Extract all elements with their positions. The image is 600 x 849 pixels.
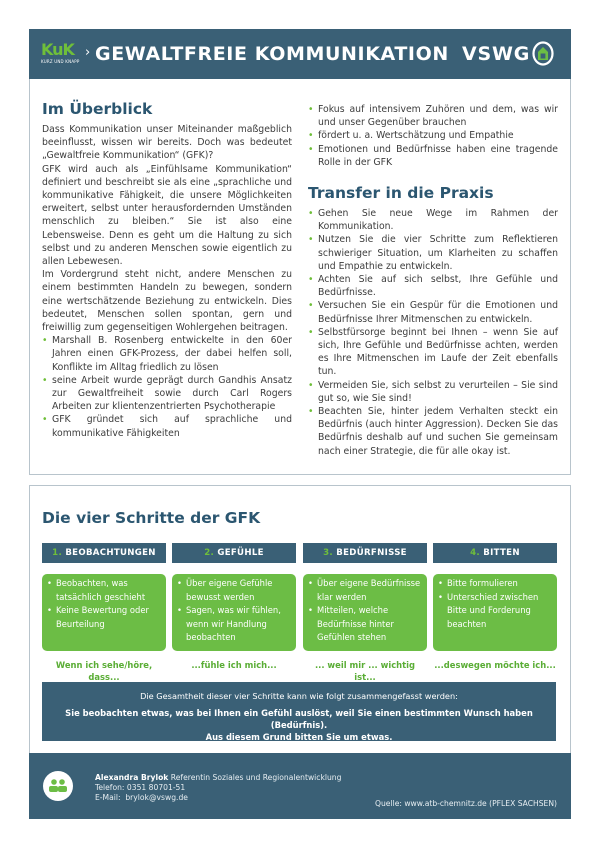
list-item: • Selbstfürsorge beginnt bei Ihnen – wenn Sie auf sich, Ihre Gefühle und Bedürfnisse achten, werden es Ihre Mitmenschen im Laufe der Zeit ebenfalls tun.	[308, 326, 558, 379]
step-phrase: Wenn ich sehe/höre, dass...	[55, 660, 153, 682]
footer-bar	[29, 753, 571, 819]
transfer-heading: Transfer in die Praxis	[308, 184, 494, 203]
step-header-feelings: 2. GEFÜHLE	[172, 543, 296, 563]
list-item: • Marshall B. Rosenberg entwickelte in den 60er Jahren einen GFK-Prozess, der dabei helfen soll, Konflikte im Alltag friedlich zu lösen	[42, 334, 292, 374]
list-item: • Nutzen Sie die vier Schritte zum Reflektieren schwieriger Situation, um Klarheiten zu schaffen und Empathie zu entwickeln.	[308, 233, 558, 273]
house-ring-icon	[532, 41, 554, 66]
summary-line-2: Aus diesem Grund bitten Sie um etwas.	[205, 732, 393, 742]
summary-line-1: Sie beobachten etwas, was bei Ihnen ein Gefühl auslöst, weil Sie einen bestimmten Wunsch haben (Bedürfnis).	[65, 708, 533, 730]
overview-bullets-continued	[308, 103, 558, 169]
step-card-observations	[42, 574, 166, 651]
transfer-bullets	[308, 207, 558, 458]
contact-name: Alexandra Brylok	[95, 773, 169, 782]
list-item: • Beachten Sie, hinter jedem Verhalten steckt ein Bedürfnis (auch hinter Aggression). Decken Sie das Bedürfnis deshalb auf und suchen Sie gemeinsam nach einer Strategie, die für alle okay ist.	[308, 405, 558, 458]
step-phrase: ...fühle ich mich...	[191, 660, 277, 670]
list-item: • Sagen, was wir fühlen, wenn wir Handlung beobachten	[177, 604, 292, 645]
steps-heading: Die vier Schritte der GFK	[42, 509, 261, 527]
source-note: Quelle: www.atb-chemnitz.de (PFLEX SACHSEN)	[375, 799, 557, 808]
list-item: • Keine Bewertung oder Beurteilung	[47, 604, 162, 631]
list-item: • Über eigene Bedürfnisse klar werden	[308, 577, 423, 604]
page	[29, 29, 571, 819]
overview-paragraph: Im Vordergrund steht nicht, andere Menschen zu einem bestimmten Handeln zu bewegen, sondern eine wertschätzende Beziehung zu entwickeln. Dies bedeutet, Menschen sollen spontan, gern und freiwillig zum gegenseitigen Wohlergehen beitragen.	[42, 269, 292, 334]
list-item: • Vermeiden Sie, sich selbst zu verurteilen – Sie sind gut so, wie Sie sind!	[308, 379, 558, 405]
step-card-requests	[433, 574, 557, 651]
step-header-observations: 1. BEOBACHTUNGEN	[42, 543, 166, 563]
step-phrase: ...deswegen möchte ich...	[434, 660, 556, 670]
overview-heading: Im Überblick	[42, 100, 153, 118]
overview-bullets	[42, 334, 292, 440]
email-label: E-Mail:	[95, 793, 121, 802]
kuk-logo-subtext: KURZ UND KNAPP	[41, 59, 80, 64]
overview-paragraph: Dass Kommunikation unser Miteinander maßgeblich beeinflusst, wissen wir bereits. Doch was bedeutet „Gewaltfreie Kommunikation“ (GFK)?	[42, 124, 292, 162]
list-item: • Versuchen Sie ein Gespür für die Emotionen und Bedürfnisse Ihrer Mitmenschen zu entwickeln.	[308, 299, 558, 325]
step-header-requests: 4. BITTEN	[433, 543, 557, 563]
list-item: • Mitteilen, welche Bedürfnisse hinter Gefühlen stehen	[308, 604, 423, 645]
org-name: VSWG	[462, 43, 531, 65]
phone-number: 0351 80701-51	[126, 783, 186, 792]
avatar	[43, 771, 73, 801]
people-icon	[43, 771, 73, 801]
email-link[interactable]: brylok@vswg.de	[125, 793, 188, 802]
list-item: • Emotionen und Bedürfnisse haben eine tragende Rolle in der GFK	[308, 143, 558, 169]
list-item: • Über eigene Gefühle bewusst werden	[177, 577, 292, 604]
kuk-logo-text: KuK	[41, 40, 74, 59]
step-card-feelings	[172, 574, 296, 651]
chevron-right-icon: ›	[85, 45, 91, 60]
kuk-logo	[41, 40, 91, 65]
list-item: • seine Arbeit wurde geprägt durch Gandhis Ansatz zur Gewaltfreiheit sowie durch Carl Rogers Arbeiten zur klientenzentrierten Psychotherapie	[42, 374, 292, 414]
contact-role: Referentin Soziales und Regionalentwicklung	[170, 773, 342, 782]
summary-intro: Die Gesamtheit dieser vier Schritte kann wie folgt zusammengefasst werden:	[140, 691, 458, 701]
list-item: • Gehen Sie neue Wege im Rahmen der Kommunikation.	[308, 207, 558, 233]
info-box	[29, 79, 571, 475]
list-item: • fördert u. a. Wertschätzung und Empathie	[308, 129, 558, 142]
list-item: • GFK gründet sich auf sprachliche und kommunikative Fähigkeiten	[42, 413, 292, 439]
overview-column	[42, 99, 292, 440]
step-card-needs	[303, 574, 427, 651]
header-bar	[29, 29, 571, 79]
list-item: • Bitte formulieren	[438, 577, 553, 591]
steps-box	[29, 485, 571, 754]
right-column	[308, 99, 558, 458]
step-header-needs: 3. BEDÜRFNISSE	[303, 543, 427, 563]
phone-label: Telefon:	[95, 783, 125, 792]
contact-info	[95, 773, 341, 803]
overview-paragraph: GFK wird auch als „Einfühlsame Kommunikation“ definiert und beschreibt sie als eine „sprachliche und kommunikative Fähigkeit, die unsere Möglichkeiten erweitert, selbst unter herausfordernden Umständen menschlich zu bleiben.“ Sie ist also eine Lebensweise. Denn es geht um die Haltung zu sich selbst und zu anderen Menschen sowie eigentlich zu allen Lebewesen.	[42, 163, 292, 268]
list-item: • Fokus auf intensivem Zuhören und dem, was wir und unser Gegenüber brauchen	[308, 103, 558, 129]
step-phrase: ... weil mir ... wichtig ist...	[314, 660, 416, 682]
page-title: GEWALTFREIE KOMMUNIKATION	[95, 43, 449, 65]
list-item: • Achten Sie auf sich selbst, Ihre Gefühle und Bedürfnisse.	[308, 273, 558, 299]
list-item: • Unterschied zwischen Bitte und Forderung beachten	[438, 591, 553, 632]
list-item: • Beobachten, was tatsächlich geschieht	[47, 577, 162, 604]
summary-box	[42, 682, 556, 741]
